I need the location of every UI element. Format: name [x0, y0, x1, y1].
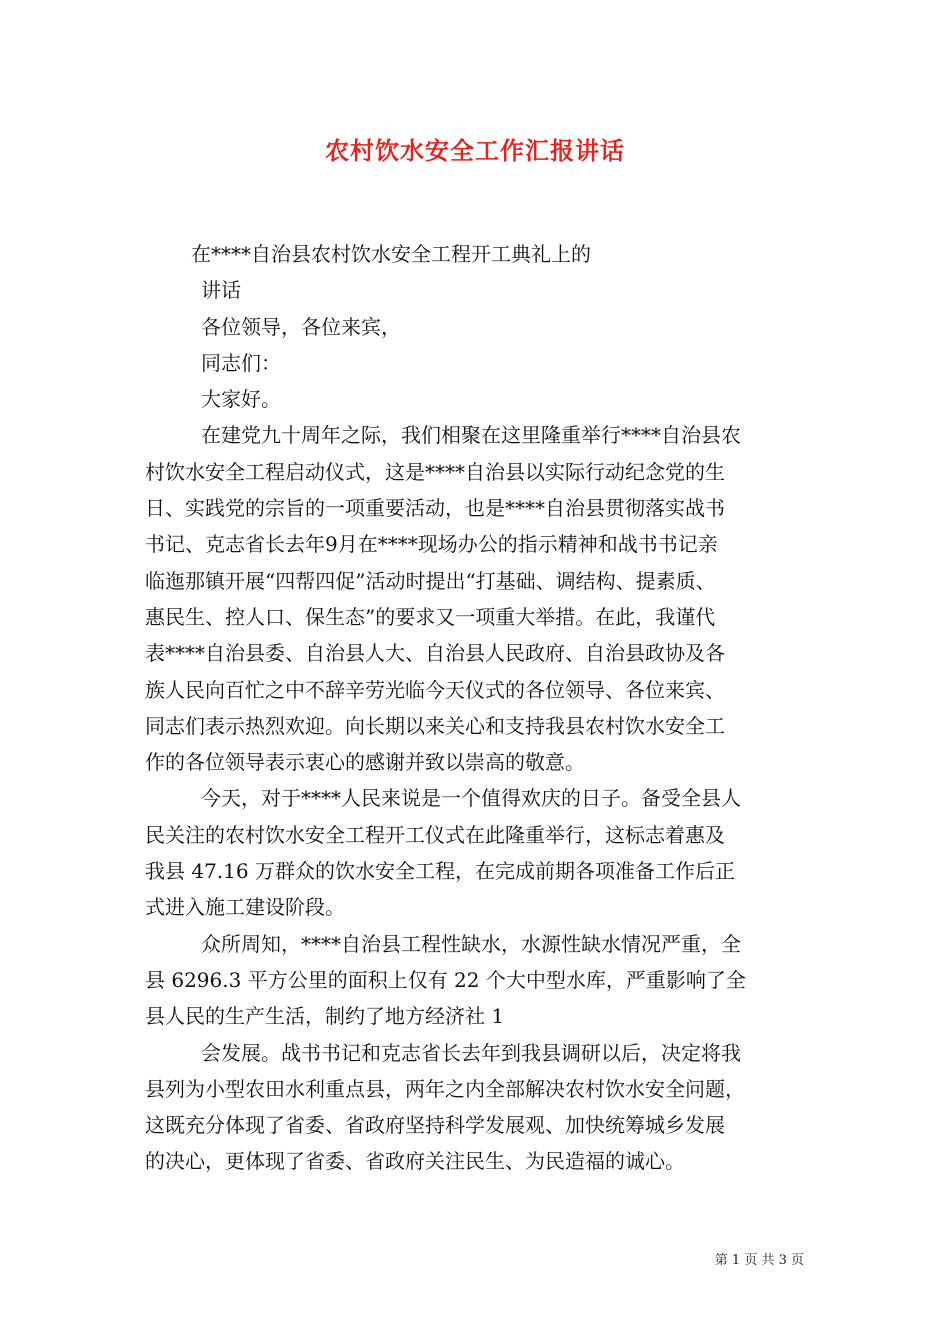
paragraph-1: [145, 417, 815, 780]
paragraph-line: 式进入施工建设阶段。: [145, 895, 345, 920]
salutation-line-1: 各位领导，各位来宾，: [201, 314, 401, 339]
paragraph-line: 的决心，更体现了省委、省政府关注民生、为民造福的诚心。: [145, 1149, 685, 1174]
salutation-line-2: 同志们：: [201, 350, 281, 375]
speech-heading-line-1: 在****自治县农村饮水安全工程开工典礼上的: [191, 242, 591, 266]
paragraph-3: [145, 926, 815, 1035]
paragraph-4: [145, 1035, 815, 1180]
page-number-footer: 第 1 页 共 3 页: [714, 1253, 804, 1268]
paragraph-line: 书记、克志省长去年9月在****现场办公的指示精神和战书书记亲: [145, 532, 718, 557]
paragraph-line: 族人民向百忙之中不辞辛劳光临今天仪式的各位领导、各位来宾、: [145, 677, 725, 702]
paragraph-line: 作的各位领导表示衷心的感谢并致以崇高的敬意。: [145, 750, 585, 775]
paragraph-line: 同志们表示热烈欢迎。向长期以来关心和支持我县农村饮水安全工: [145, 713, 725, 738]
greeting-line: 大家好。: [201, 387, 281, 412]
paragraph-line: 临迤那镇开展“四帮四促”活动时提出“打基础、调结构、提素质、: [145, 568, 716, 593]
paragraph-line: 表****自治县委、自治县人大、自治县人民政府、自治县政协及各: [145, 641, 725, 666]
paragraph-line: 今天，对于****人民来说是一个值得欢庆的日子。备受全县人: [201, 786, 741, 811]
paragraph-line: 民关注的农村饮水安全工程开工仪式在此隆重举行，这标志着惠及: [145, 822, 725, 847]
document-title: 农村饮水安全工作汇报讲话: [325, 136, 625, 165]
paragraph-line: 会发展。战书书记和克志省长去年到我县调研以后，决定将我: [201, 1040, 741, 1065]
paragraph-line: 日、实践党的宗旨的一项重要活动，也是****自治县贯彻落实战书: [145, 496, 725, 521]
paragraph-line: 县 6296.3 平方公里的面积上仅有 22 个大中型水库，严重影响了全: [145, 967, 746, 992]
paragraph-line: 县人民的生产生活，制约了地方经济社 1: [145, 1004, 505, 1029]
paragraph-line: 在建党九十周年之际，我们相聚在这里隆重举行****自治县农: [201, 423, 741, 448]
paragraph-line: 村饮水安全工程启动仪式，这是****自治县以实际行动纪念党的生: [145, 459, 725, 484]
paragraph-line: 惠民生、控人口、保生态”的要求又一项重大举措。在此，我谨代: [145, 604, 716, 629]
paragraph-line: 县列为小型农田水利重点县，两年之内全部解决农村饮水安全问题，: [145, 1076, 745, 1101]
speech-heading-line-2: 讲话: [201, 278, 241, 303]
paragraph-2: [145, 780, 815, 925]
paragraph-line: 我县 47.16 万群众的饮水安全工程，在完成前期各项准备工作后正: [145, 859, 735, 884]
paragraph-line: 这既充分体现了省委、省政府坚持科学发展观、加快统筹城乡发展: [145, 1113, 725, 1138]
paragraph-line: 众所周知，****自治县工程性缺水，水源性缺水情况严重，全: [201, 931, 741, 956]
document-body: [145, 236, 815, 1180]
